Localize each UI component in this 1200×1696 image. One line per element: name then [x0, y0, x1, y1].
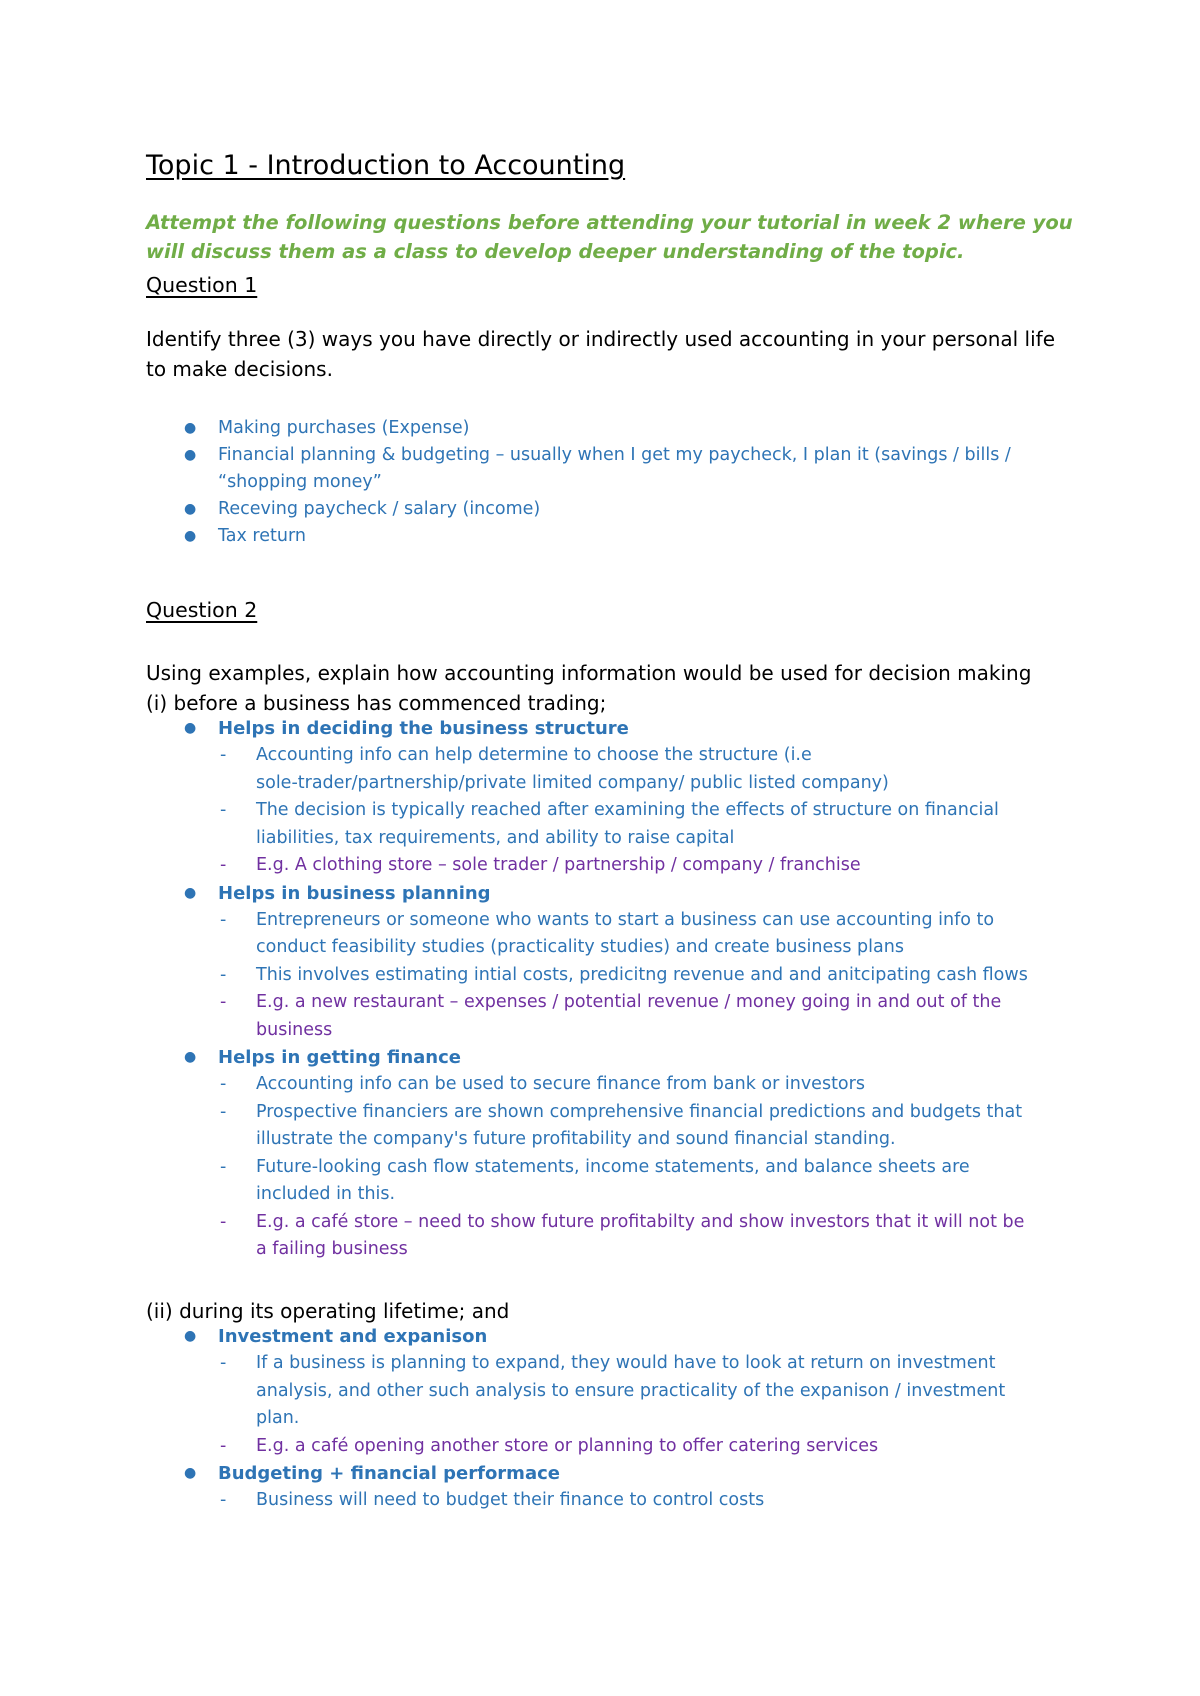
dash-icon: -: [220, 1490, 227, 1510]
bullet-icon: ●: [184, 1328, 197, 1344]
bullet-icon: ●: [184, 528, 197, 544]
part-ii-answer-list: [146, 1323, 1076, 1515]
bullet-icon: ●: [184, 420, 197, 436]
bullet-icon: ●: [184, 720, 197, 736]
question-2-prompt: Using examples, explain how accounting information would be used for decision making: [146, 661, 1032, 685]
sub-list-item: - Business will need to budget their finance to control costs: [146, 1487, 1076, 1515]
sub-list-item: - Future-looking cash flow statements, income statements, and balance sheets are included in this.: [146, 1154, 1076, 1209]
dash-icon: -: [220, 1211, 227, 1232]
list-item: ● Helps in getting finance: [146, 1044, 1076, 1071]
list-item: ● Tax return: [146, 523, 1076, 550]
list-item: ● Budgeting + financial performace: [146, 1460, 1076, 1487]
bullet-icon: ●: [184, 1465, 197, 1481]
question-1-heading: Question 1: [146, 273, 258, 297]
dash-icon: -: [220, 909, 227, 930]
sub-list-item: - Prospective financiers are shown comprehensive financial predictions and budgets that illustrate the company's future profitability and sound financial standing.: [146, 1099, 1076, 1154]
dash-icon: -: [220, 800, 227, 820]
list-item: ● Making purchases (Expense): [146, 415, 1076, 442]
question-2-heading: Question 2: [146, 598, 258, 622]
dash-icon: -: [220, 745, 227, 765]
question-1-answer-list: [146, 415, 1076, 550]
dash-icon: -: [220, 992, 227, 1012]
bullet-icon: ●: [184, 884, 197, 901]
dash-icon: -: [220, 1074, 227, 1094]
sub-list-item: - Accounting info can help determine to choose the structure (i.e sole-trader/partnership/private limited company/ public listed company): [146, 742, 1076, 797]
list-item: ● Receving paycheck / salary (income): [146, 496, 1076, 523]
question-1-prompt: Identify three (3) ways you have directly or indirectly used accounting in your personal life to make decisions.: [146, 327, 1055, 381]
dash-icon: -: [220, 964, 227, 985]
sub-list-item: - Accounting info can be used to secure finance from bank or investors: [146, 1071, 1076, 1099]
dash-icon: -: [220, 1101, 227, 1122]
sub-list-item: - If a business is planning to expand, they would have to look at return on investment analysis, and other such analysis to ensure practicality of the expanison / investment plan.: [146, 1350, 1076, 1433]
intro-instructions: Attempt the following questions before attending your tutorial in week 2 where you will discuss them as a class to develop deeper understanding of the topic.: [146, 211, 1073, 263]
sub-list-item: - Entrepreneurs or someone who wants to start a business can use accounting info to conduct feasibility studies (practicality studies) and create business plans: [146, 907, 1076, 962]
question-2-part-ii: (ii) during its operating lifetime; and: [146, 1299, 510, 1323]
dash-icon: -: [220, 1435, 227, 1456]
dash-icon: -: [220, 1156, 227, 1177]
sub-list-item-example: - E.g. a café opening another store or planning to offer catering services: [146, 1433, 1076, 1461]
bullet-icon: ●: [184, 447, 197, 463]
sub-list-item: - This involves estimating intial costs, predicitng revenue and and anitcipating cash flows: [146, 962, 1076, 990]
list-item: ● Investment and expanison: [146, 1323, 1076, 1350]
list-item: ● Helps in deciding the business structure: [146, 715, 1076, 742]
sub-list-item-example: - E.g. a café store – need to show future profitabilty and show investors that it will not be a failing business: [146, 1209, 1076, 1264]
question-2-part-i: (i) before a business has commenced trading;: [146, 691, 607, 715]
dash-icon: -: [220, 1353, 227, 1373]
list-item: ● Financial planning & budgeting – usually when I get my paycheck, I plan it (savings / bills / “shopping money”: [146, 442, 1076, 496]
bullet-icon: ●: [184, 501, 197, 517]
sub-list-item-example: - E.g. a new restaurant – expenses / potential revenue / money going in and out of the business: [146, 989, 1076, 1044]
sub-list-item-example: - E.g. A clothing store – sole trader / partnership / company / franchise: [146, 852, 1076, 880]
dash-icon: -: [220, 855, 227, 875]
part-i-answer-list: [146, 715, 1076, 1264]
sub-list-item: - The decision is typically reached after examining the effects of structure on financial liabilities, tax requirements, and ability to raise capital: [146, 797, 1076, 852]
list-item: ● Helps in business planning: [146, 880, 1076, 907]
bullet-icon: ●: [184, 1049, 197, 1065]
page-title: Topic 1 - Introduction to Accounting: [146, 150, 626, 181]
